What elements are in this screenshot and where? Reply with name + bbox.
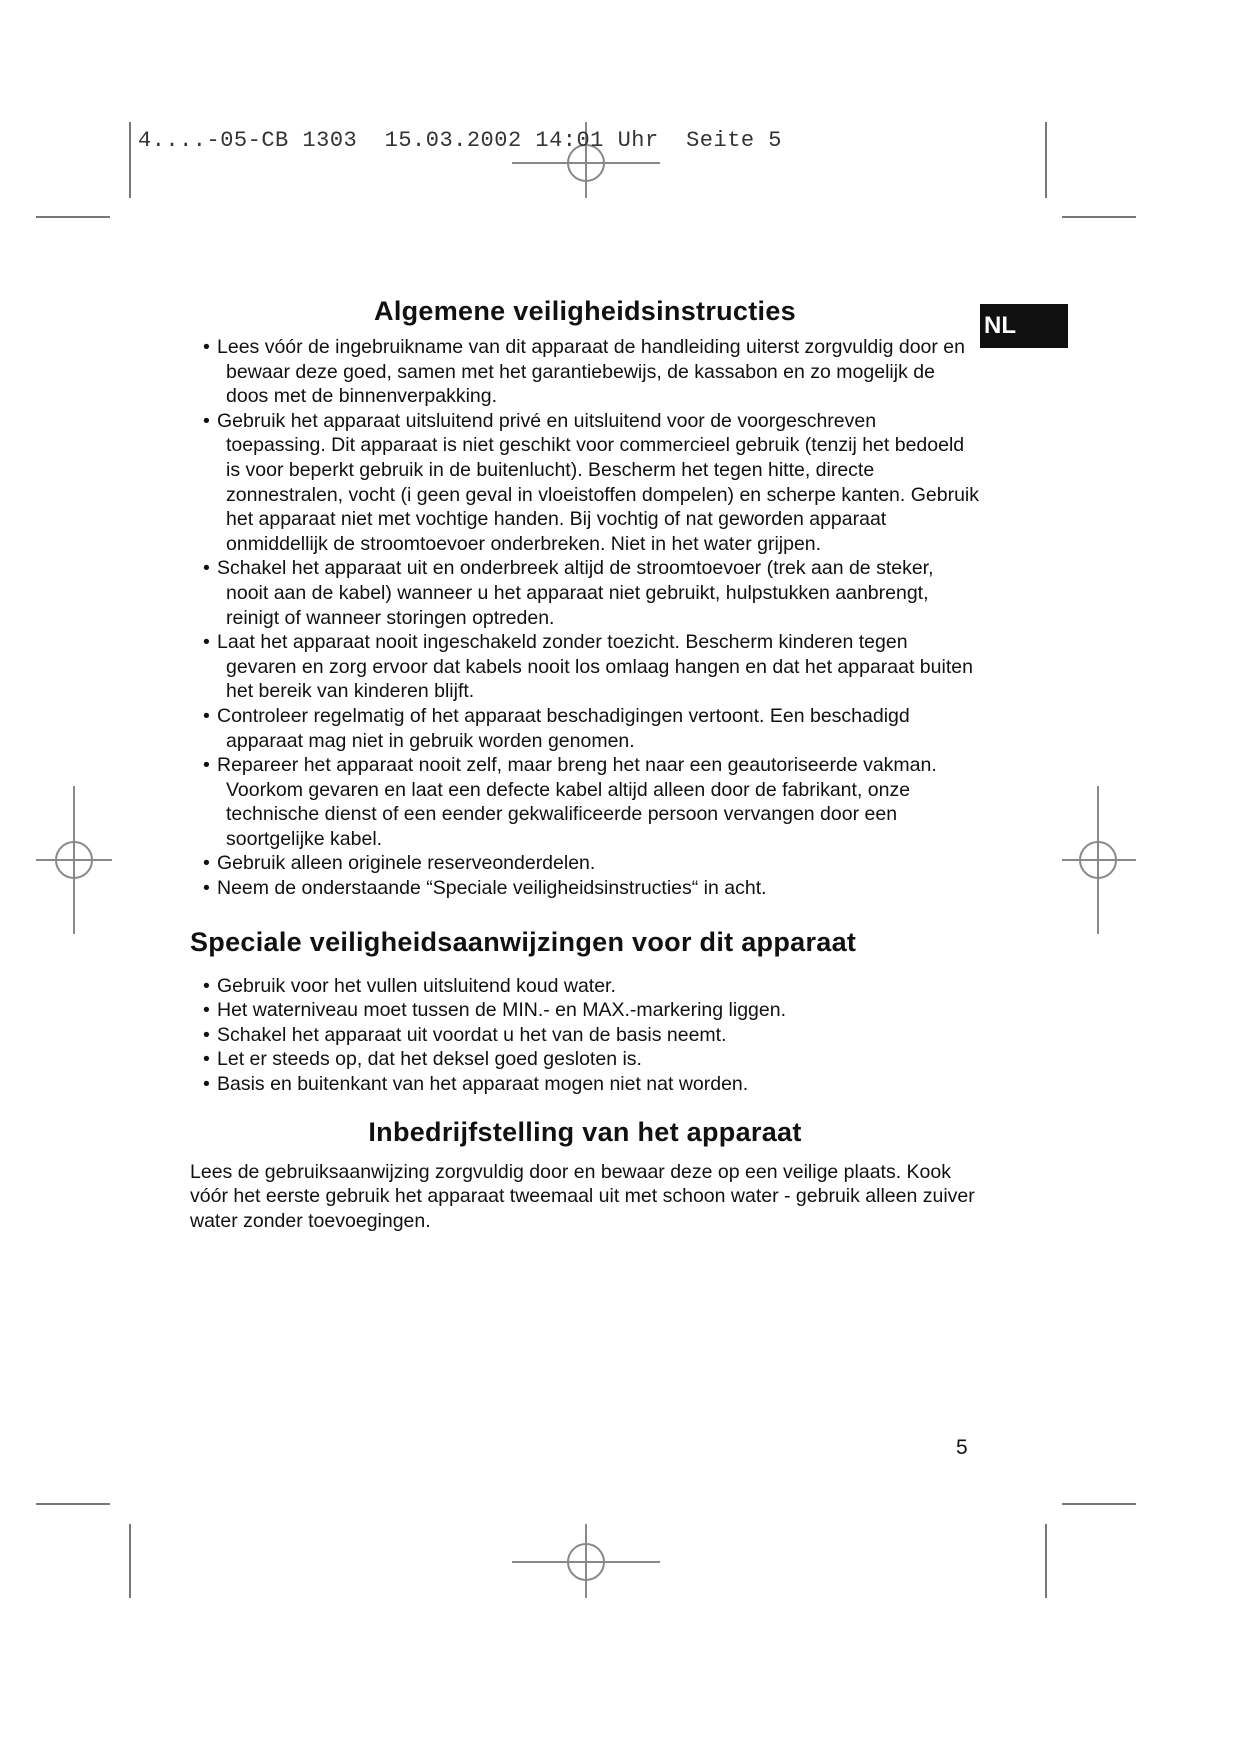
- registration-mark-right: [1062, 786, 1136, 934]
- list-item: • Gebruik alleen originele reserveonderdelen.: [190, 851, 980, 876]
- list-item: • Gebruik het apparaat uitsluitend privé en uitsluitend voor de voorgeschreven toepassing. Dit apparaat is niet geschikt voor commercieel gebruik (tenzij het bedoeld is voor beperkt gebruik in de buitenlucht). Bescherm het tegen hitte, directe zonnestralen, vocht (i geen geval in vloeistoffen dompelen) en scherpe kanten. Gebruik het apparaat niet met vochtige handen. Bij vochtig of nat geworden apparaat onmiddellijk de stroomtoevoer onderbreken. Niet in het water grijpen.: [190, 409, 980, 557]
- list-item: • Repareer het apparaat nooit zelf, maar breng het naar een geautoriseerde vakman. Voorkom gevaren en laat een defecte kabel altijd alleen door de fabrikant, onze technische dienst of een eender gekwalificeerde persoon vervangen door een soortgelijke kabel.: [190, 753, 980, 851]
- list-item: • Gebruik voor het vullen uitsluitend koud water.: [190, 974, 980, 999]
- list-item: • Let er steeds op, dat het deksel goed gesloten is.: [190, 1047, 980, 1072]
- list-item: • Het waterniveau moet tussen de MIN.- en MAX.-markering liggen.: [190, 998, 980, 1023]
- language-tab: NL: [980, 304, 1068, 348]
- section-title-general-safety: Algemene veiligheidsinstructies: [374, 296, 796, 326]
- list-item: • Controleer regelmatig of het apparaat beschadigingen vertoont. Een beschadigd apparaat mag niet in gebruik worden genomen.: [190, 704, 980, 753]
- section-title-special-safety: Speciale veiligheidsaanwijzingen voor dit apparaat: [190, 926, 857, 957]
- registration-mark-bottom: [512, 1524, 660, 1598]
- main-content: [190, 296, 980, 1233]
- list-item: • Neem de onderstaande “Speciale veiligheidsinstructies“ in acht.: [190, 876, 980, 901]
- section-title-commissioning: Inbedrijfstelling van het apparaat: [368, 1116, 802, 1147]
- list-item: • Schakel het apparaat uit voordat u het van de basis neemt.: [190, 1023, 980, 1048]
- special-safety-list: [190, 974, 980, 1097]
- list-item: • Laat het apparaat nooit ingeschakeld zonder toezicht. Bescherm kinderen tegen gevaren en zorg ervoor dat kabels nooit los omlaag hangen en dat het apparaat buiten het bereik van kinderen blijft.: [190, 630, 980, 704]
- page-number: 5: [956, 1436, 968, 1459]
- registration-mark-left: [36, 786, 112, 934]
- print-slug: 4....-05-CB 1303 15.03.2002 14:01 Uhr Seite 5: [138, 128, 783, 153]
- list-item: • Basis en buitenkant van het apparaat mogen niet nat worden.: [190, 1072, 980, 1097]
- general-safety-list: [190, 335, 980, 901]
- commissioning-paragraph: Lees de gebruiksaanwijzing zorgvuldig door en bewaar deze op een veilige plaats. Kook vóór het eerste gebruik het apparaat tweemaal uit met schoon water - gebruik alleen zuiver water zonder toevoegingen.: [190, 1160, 975, 1232]
- list-item: • Schakel het apparaat uit en onderbreek altijd de stroomtoevoer (trek aan de steker, nooit aan de kabel) wanneer u het apparaat niet gebruikt, hulpstukken aanbrengt, reinigt of wanneer storingen optreden.: [190, 556, 980, 630]
- list-item: • Lees vóór de ingebruikname van dit apparaat de handleiding uiterst zorgvuldig door en bewaar deze goed, samen met het garantiebewijs, de kassabon en zo mogelijk de doos met de binnenverpakking.: [190, 335, 980, 409]
